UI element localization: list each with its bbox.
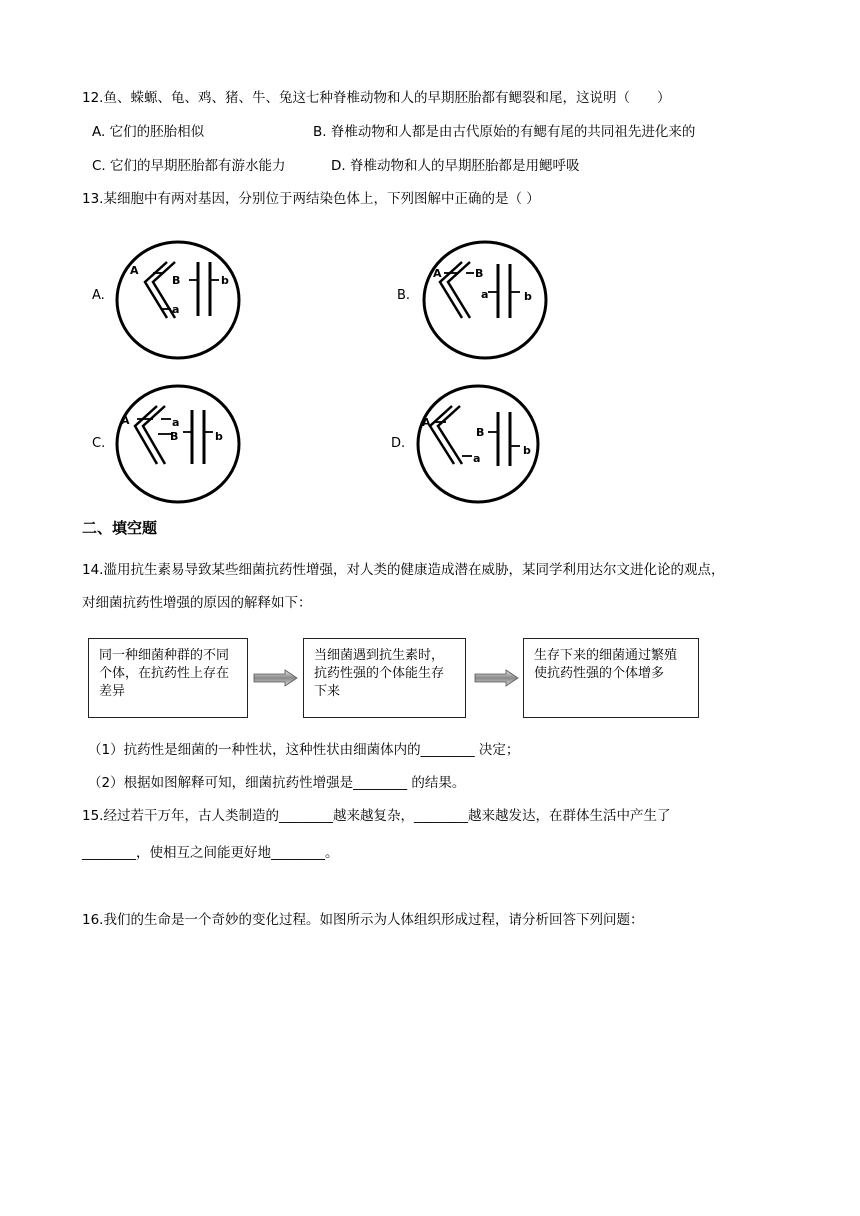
flow-box-3: 生存下来的细菌通过繁殖使抗药性强的个体增多 (523, 638, 699, 718)
q13-cell-diagram-c[interactable] (115, 384, 245, 504)
flow-arrow-icon (253, 669, 299, 687)
flow-box-1: 同一种细菌种群的不同个体，在抗药性上存在差异 (88, 638, 248, 718)
gene-label-A: A (130, 264, 139, 277)
q13-cell-diagram-a[interactable] (115, 240, 245, 360)
gene-label-B: B (170, 430, 179, 443)
section-title: 二、填空题 (82, 519, 158, 537)
q12-option-a[interactable]: A. 它们的胚胎相似 (92, 124, 205, 140)
q13-option-c-label[interactable]: C. (92, 436, 106, 451)
q12-option-d[interactable]: D. 脊椎动物和人的早期胚胎都是用鳃呼吸 (331, 158, 580, 174)
gene-label-a: a (481, 288, 489, 301)
flow-box-2: 当细菌遇到抗生素时，抗药性强的个体能生存下来 (303, 638, 466, 718)
gene-label-A: A (121, 414, 130, 427)
q14-stem-line2: 对细菌抗药性增强的原因的解释如下： (82, 595, 312, 611)
gene-label-b: b (523, 444, 531, 457)
q13-cell-diagram-b[interactable] (422, 240, 552, 360)
gene-label-A: A (433, 267, 442, 280)
q14-sub1: （1）抗药性是细菌的一种性状，这种性状由细菌体内的________ 决定； (88, 742, 520, 758)
q13-option-d-label[interactable]: D. (391, 436, 406, 451)
q13-stem: 13.某细胞中有两对基因，分别位于两结染色体上，下列图解中正确的是（ ） (82, 191, 540, 207)
flow-arrow-icon (474, 669, 520, 687)
gene-label-b: b (221, 274, 229, 287)
q12-option-b[interactable]: B. 脊椎动物和人都是由古代原始的有鳃有尾的共同祖先进化来的 (313, 124, 696, 140)
q13-cell-diagram-d[interactable] (412, 384, 542, 504)
gene-label-A: A (422, 416, 431, 429)
q13-option-b-label[interactable]: B. (397, 288, 411, 303)
q15-line2: ________，使相互之间能更好地________。 (82, 845, 339, 861)
gene-label-B: B (475, 267, 484, 280)
q12-option-c[interactable]: C. 它们的早期胚胎都有游水能力 (92, 158, 286, 174)
gene-label-a: a (172, 416, 180, 429)
gene-label-B: B (476, 426, 485, 439)
q13-option-a-label[interactable]: A. (92, 288, 105, 303)
q16-stem: 16.我们的生命是一个奇妙的变化过程。如图所示为人体组织形成过程，请分析回答下列问题： (82, 912, 644, 928)
gene-label-a: a (473, 452, 481, 465)
q15-line1: 15.经过若干万年，古人类制造的________越来越复杂，________越来越发达，在群体生活中产生了 (82, 808, 671, 824)
gene-label-b: b (524, 290, 532, 303)
q12-stem: 12.鱼、蝾螈、龟、鸡、猪、牛、兔这七种脊椎动物和人的早期胚胎都有鳃裂和尾，这说明（ ） (82, 90, 671, 106)
gene-label-B: B (172, 274, 181, 287)
gene-label-a: a (172, 303, 180, 316)
q14-stem-line1: 14.滥用抗生素易导致某些细菌抗药性增强，对人类的健康造成潜在威胁，某同学利用达尔文进化论的观点， (82, 562, 725, 578)
gene-label-b: b (215, 430, 223, 443)
q14-sub2: （2）根据如图解释可知，细菌抗药性增强是________ 的结果。 (88, 775, 466, 791)
